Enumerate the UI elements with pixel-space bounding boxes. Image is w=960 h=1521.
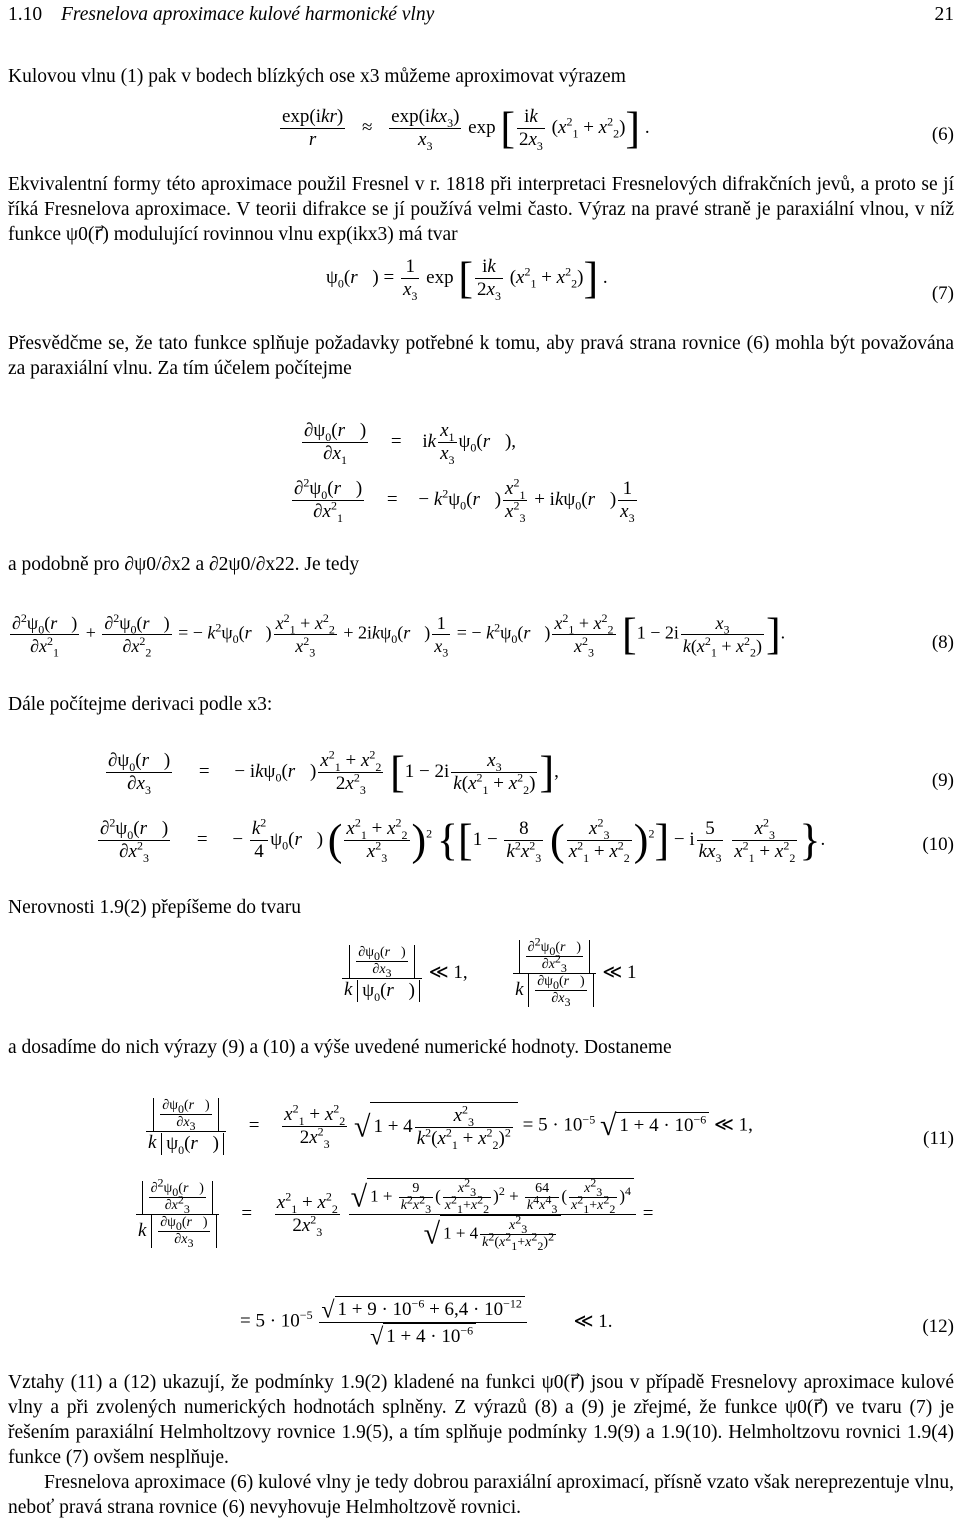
eq-number-10: (10) bbox=[922, 834, 954, 855]
equation-6: $\frac{\text{exp(ikr)}}{r}$ ≈ $\frac{\exp(ikx_3)}{x_3}$ exp [ $\frac{ik}{2x_3}$ $(x^2_1 + x^2_2)$] . bbox=[282, 103, 650, 153]
paragraph-3: Přesvědčme se, že tato funkce splňuje požadavky potřebné k tomu, aby pravá strana rovnice (6) mohla být považována za paraxiální vlnu. Za tím účelem počítejme bbox=[8, 333, 954, 379]
eq11-radicand-exponent: −6 bbox=[693, 1112, 707, 1127]
eq11-exponent: −5 bbox=[582, 1112, 596, 1127]
eq-number-8: (8) bbox=[931, 632, 954, 653]
section-number: 1.10 bbox=[8, 4, 43, 25]
eq11-value: 5 · 10 bbox=[538, 1114, 583, 1136]
equation-10: $\frac{\partial^2\psi_0(r⃗)}{\partial x^2_3}$ = − $\frac{k^2}{4}$ $\psi_0(r⃗)$ ( $\frac{x^2_1 + x^2_2}{x^2_3}$ )$^2$ {[1 − $\frac{8}{k^2x^2_3}$ ( $\frac{x^2_3}{x^2_1 + x^2_2}$ )$^2$] − i $\frac{5}{kx_3}$ $\frac{x^2_3}{x^2_1 + x^2_2}$ }. bbox=[100, 815, 826, 865]
eq-number-12: (12) bbox=[922, 1316, 954, 1337]
paragraph-6: Nerovnosti 1.9(2) přepíšeme do tvaru bbox=[8, 897, 301, 918]
eq12-numerator-b-exponent: −12 bbox=[503, 1296, 522, 1311]
paragraph-1: Kulovou vlnu (1) pak v bodech blízkých ose x3 můžeme aproximovat výrazem bbox=[8, 66, 626, 87]
eq12-numerator-b: + 6,4 · 10 bbox=[424, 1299, 504, 1320]
eq12-denominator: 1 + 4 · 10 bbox=[386, 1325, 461, 1347]
eq11-radicand: 1 + 4 · 10 bbox=[619, 1114, 694, 1136]
page-number: 21 bbox=[934, 4, 954, 25]
equation-11: $\frac{\frac{\partial\psi_0(r⃗)}{\partial x_3}}{k \psi_0(r⃗)}$ = $\frac{x^2_1 + x^2_2}{2x^2_3}$ √ 1 + 4 $\frac{x^2_3}{k^2(x^2_1 + x^2_2)^2}$ = $5 \cdot 10^{-5}$ √ $1 + 4 \cdot 10^{-6}$ ≪ 1, bbox=[148, 1098, 753, 1157]
equation-8: $\frac{\partial^2\psi_0(r⃗)}{\partial x^2_1}$ + $\frac{\partial^2\psi_0(r⃗)}{\partial x^2_2}$ = − $k^2\psi_0(r⃗)$ $\frac{x^2_1 + x^2_2}{x^2_3}$ + 2ikψ$_0$(r⃗) $\frac{1}{x_3}$ = − $k^2\psi_0(r⃗)$ $\frac{x^2_1 + x^2_2}{x^2_3}$ [1 − 2i $\frac{x_3}{k(x^2_1 + x^2_2)}$ ]. bbox=[12, 609, 786, 660]
equation-12-second-line: = $5 \cdot 10^{-5}$ $\frac{√ 1 + 9 \cdot 10^{-6} + 6,4 \cdot 10^{-12}}{√ 1 + 4 \cdot 10^{-6}}$ ≪ 1. bbox=[240, 1296, 613, 1351]
section-title: Fresnelova aproximace kulové harmonické vlny bbox=[61, 4, 435, 25]
paragraph-2: Ekvivalentní formy této aproximace použil Fresnel v r. 1818 při interpretaci Fresnelových difrakčních jevů, a proto se jí říká Fresnelova aproximace. V teorii difrakce se jí používá velmi často. Výraz na pravé straně je paraxiální vlnou, v níž funkce ψ0(r⃗) modulující rovinnou vlnu exp(ikx3) má tvar bbox=[8, 174, 954, 245]
eq12-numerator-exponent: −6 bbox=[411, 1296, 425, 1311]
eq12-value: 5 · 10 bbox=[255, 1310, 300, 1332]
inequalities: $\frac{\frac{\partial\psi_0(r⃗)}{\partial x_3}}{k \psi_0(r⃗)}$ ≪ 1, $\frac{\partial^2\psi_0(r⃗)}{\partial x^2_3}$ k $\frac{\partial\psi_0(r⃗)}{\partial x_3}$ ≪ 1 bbox=[344, 934, 637, 1009]
eq12-exponent: −5 bbox=[299, 1308, 313, 1323]
equation-12-first-line: $\frac{\partial^2\psi_0(r⃗)}{\partial x^2_3}$ k $\frac{\partial\psi_0(r⃗)}{\partial x_3}$ = $\frac{x^2_1 + x^2_2}{2x^2_3}$ √ 1 + $\frac{9}{k^2x^2_3}$ ( $\frac{x^2_3}{x^2_1+x^2_2}$ )$^2$ + $\frac{64}{k^4x^4_3}$ ( $\frac{x^2_3}{x^2_1+x^2_2}$ )$^4$ √ 1 + 4 $\frac{x^2_3}{k^2(x^2_1+x^2_2)^2}$ = bbox=[138, 1175, 654, 1253]
equation-9: $\frac{\partial\psi_0(r⃗)}{\partial x_3}$ = − ikψ$_0$(r⃗) $\frac{x^2_1 + x^2_2}{2x^2_3}$ [1 − 2i $\frac{x_3}{k(x^2_1 + x^2_2)}$ ], bbox=[108, 747, 559, 797]
eq-number-6: (6) bbox=[931, 124, 954, 145]
paragraph-8: Vztahy (11) a (12) ukazují, že podmínky 1.9(2) kladené na funkci ψ0(r⃗) jsou v případě Fresnelovy aproximace kulové vlny a při zvolených numerických hodnotách splněny. Z výrazů (8) a (9) je zřejmé, že funkce ψ0(r⃗) ve tvaru (7) je řešením paraxiální Helmholtzovy rovnice 1.9(5), a tím splňuje podmínky 1.9(9) a 1.9(10). Helmholtzovu rovnici 1.9(4) funkce (7) ovšem nesplňuje. bbox=[8, 1372, 954, 1468]
paragraph-5: Dále počítejme derivaci podle x3: bbox=[8, 694, 273, 715]
paragraph-4: a podobně pro ∂ψ0/∂x2 a ∂2ψ0/∂x22. Je tedy bbox=[8, 554, 360, 575]
paragraph-9: Fresnelova aproximace (6) kulové vlny je tedy dobrou paraxiální aproximací, přísně vzato však nereprezentuje vlnu, neboť pravá strana rovnice (6) nevyhovuje Helmholtzově rovnici. bbox=[8, 1472, 954, 1518]
eq12-denominator-exponent: −6 bbox=[460, 1323, 474, 1338]
eq-number-9: (9) bbox=[931, 770, 954, 791]
eq-number-7: (7) bbox=[931, 283, 954, 304]
paragraph-7: a dosadíme do nich výrazy (9) a (10) a výše uvedené numerické hodnoty. Dostaneme bbox=[8, 1037, 672, 1058]
eq12-numerator: 1 + 9 · 10 bbox=[337, 1299, 412, 1320]
eq-number-11: (11) bbox=[923, 1128, 954, 1149]
running-header bbox=[8, 2, 954, 27]
second-derivative-eq: $\frac{\partial^2\psi_0(r⃗)}{\partial x^2_1}$ = − $k^2\psi_0(r⃗)$ $\frac{x^2_1}{x^2_3}$ + ikψ$_0$(r⃗) $\frac{1}{x_3}$ bbox=[294, 475, 635, 525]
equation-7: $\psi_0(r⃗)$ = $\frac{1}{x_3}$ exp [ $\frac{ik}{2x_3}$ $(x^2_1 + x^2_2)$] . bbox=[326, 253, 608, 303]
first-derivative-eq: $\frac{\partial\psi_0(r⃗)}{\partial x_1}$ = ik $\frac{x_1}{x_3}$ $\psi_0(r⃗)$, bbox=[304, 420, 517, 467]
